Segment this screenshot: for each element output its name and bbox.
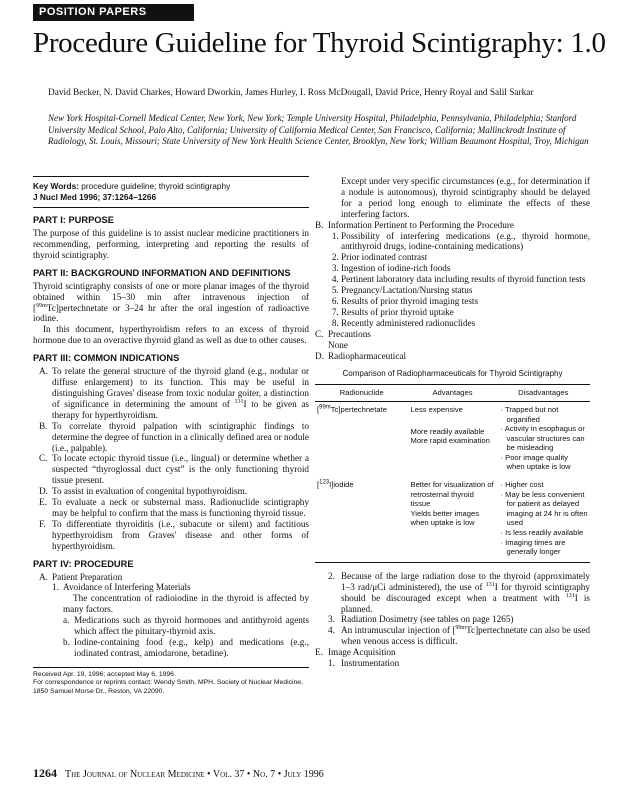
authors: David Becker, N. David Charkes, Howard Dworkin, James Hurley, I. Ross McDougall, David Price, Henry Royal and Salil Sarkar: [48, 88, 534, 98]
part2-heading: PART II: BACKGROUND INFORMATION AND DEFINITIONS: [33, 267, 291, 278]
table-row: [315, 401, 590, 477]
list-item: 4. Pertinent laboratory data including results of thyroid function tests: [341, 274, 590, 285]
table-cell-disadvantages: · Trapped but not organified · Activity in esophagus or vascular structures can be misleading · Poor image quality when uptake is low: [500, 404, 585, 472]
indication-c: C. To locate ectopic thyroid tissue (i.e., lingual) or determine whether a suspected “thyroglossal duct cyst” is the only functioning thyroid tissue present.: [39, 453, 309, 486]
list-item: 6. Results of prior thyroid imaging tests: [341, 296, 590, 307]
radiopharmaceutical-table: [315, 384, 590, 563]
indication-f: F. To differentiate thyroiditis (i.e., subacute or silent) and factitious hyperthyroidism from Graves' disease and other forms of hyperthyroidism.: [39, 518, 309, 551]
indication-e: E. To evaluate a neck or substernal mass. Radionuclide scintigraphy may be helpful to confirm that the mass is functioning thyroid tissue.: [39, 497, 309, 518]
page-number: 1264: [33, 766, 57, 780]
procedure-b: B. Information Pertinent to Performing the Procedure: [315, 219, 514, 230]
table-cell-advantages: Better for visualization of retrosternal thyroid tissue Yields better images when uptake is low: [409, 477, 497, 562]
table-header: Radionuclide: [315, 385, 409, 402]
table-header: Disadvantages: [497, 385, 591, 402]
procedure-a1b: b. Iodine-containing food (e.g., kelp) and medications (e.g., iodinated contrast, amiodarone, betadine).: [63, 637, 309, 658]
part2-paragraph-1: Thyroid scintigraphy consists of one or more planar images of the thyroid obtained within 15–30 min after intravenous injection of [$^{99m}$Tc]pertechnetate or 3–24 hr after the oral ingestion of radioactive iodine.: [33, 280, 309, 324]
procedure-a1-text: The concentration of radioiodine in the thyroid is affected by many factors.: [63, 593, 309, 615]
keywords-block: [33, 177, 309, 207]
correspondence-note: For correspondence or reprints contact: Wendy Smith, MPH, Society of Nuclear Medicine, 1850 Samuel Morse Dr., Reston, VA 22090.: [33, 679, 303, 695]
table-cell-nuclide: [$^{99m}$Tc]pertechnetate: [317, 404, 387, 414]
citation: J Nucl Med 1996; 37:1264–1266: [33, 192, 157, 202]
part1-text: The purpose of this guideline is to assist nuclear medicine practitioners in recommending, performing, interpreting and reporting the results of thyroid scintigraphy.: [33, 228, 309, 260]
left-column: [33, 176, 309, 697]
list-item: 1. Possibility of interfering medications (e.g., thyroid hormone, antithyroid drugs, iodine-containing medications): [341, 231, 590, 253]
procedure-e: E. Image Acquisition: [315, 647, 396, 658]
table-cell-advantages: Less expensive More readily available More rapid examination: [410, 404, 490, 446]
procedure-d4: 4. An intramuscular injection of [$^{99m}$Tc]pertechnetate can also be used when venous access is difficult.: [328, 625, 591, 647]
keywords-label: Key Words:: [33, 181, 79, 191]
table-cell-nuclide: [$^{123}$I]iodide: [315, 477, 409, 562]
section-banner: POSITION PAPERS: [33, 4, 194, 21]
list-item: 8. Recently administered radionuclides: [341, 318, 590, 329]
procedure-d3: 3. Radiation Dosimetry (see tables on page 1265): [328, 614, 514, 625]
continuation-text: Except under very specific circumstances (e.g., for determination if a nodule is autonomous), thyroid scintigraphy should be delayed for a period long enough to eliminate the effects of these interfering factors.: [341, 176, 590, 219]
affiliations: New York Hospital-Cornell Medical Center, New York, New York; Temple University Hospital, Philadelphia, Pennsylvania, Philadelphia; Stanford University Medical School, Palo Alto, California; University of California Medical Center, San Francisco, California; Mallinckrodt Institute of Radiology, St. Louis, Missouri; State University of New York Health Science Center, Brooklyn, New York; William Beaumont Hospital, Troy, Michigan: [48, 113, 589, 147]
procedure-d: D. Radiopharmaceutical: [315, 350, 407, 361]
indication-a: A. To relate the general structure of the thyroid gland (e.g., nodular or diffuse enlargement) to its function. This may be useful in distinguishing Graves' disease from toxic nodular goiter, a distinction of significance in determining the amount of $^{131}$I to be given as therapy for hyperthyroidism.: [39, 366, 309, 420]
table-header: Advantages: [409, 385, 497, 402]
part4-heading: PART IV: PROCEDURE: [33, 558, 134, 569]
table-cell-disadvantages: · Higher cost · May be less convenient for patient as delayed imaging at 24 hr is often used · Is less readily available · Imaging times are generally longer: [497, 477, 591, 562]
table-row: [315, 477, 590, 562]
list-item: 3. Ingestion of iodine-rich foods: [341, 263, 590, 274]
table-title: Comparison of Radiopharmaceuticals for Thyroid Scintigraphy: [342, 369, 563, 379]
indication-d: D. To assist in evaluation of congenital hypothyroidism.: [39, 486, 248, 497]
list-item: 7. Results of prior thyroid uptake: [341, 307, 590, 318]
right-column: [315, 176, 590, 669]
procedure-e1: 1. Instrumentation: [328, 658, 400, 669]
part3-heading: PART III: COMMON INDICATIONS: [33, 353, 180, 364]
keywords-text: procedure guideline; thyroid scintigraphy: [81, 181, 231, 191]
part1-heading: PART I: PURPOSE: [33, 215, 114, 225]
footnotes: [33, 667, 309, 697]
procedure-c: C. Precautions: [315, 328, 371, 339]
article-title: Procedure Guideline for Thyroid Scintigraphy: 1.0: [33, 27, 606, 59]
precautions-text: None: [328, 339, 348, 350]
list-item: 2. Prior iodinated contrast: [341, 252, 590, 263]
pertinent-info-list: [315, 231, 590, 329]
page-footer: [33, 766, 324, 781]
list-item: 5. Pregnancy/Lactation/Nursing status: [341, 285, 590, 296]
indication-b: B. To correlate thyroid palpation with scintigraphic findings to determine the degree of function in a clinically defined area or nodule (i.e., palpable).: [39, 420, 309, 453]
procedure-d2: 2. Because of the large radiation dose to the thyroid (approximately 1–3 rad/μCi administered), the use of $^{131}$I for thyroid scintigraphy should be discouraged except when a treatment with $^{131}$I is planned.: [328, 570, 590, 614]
procedure-a: A. Patient Preparation: [39, 571, 123, 582]
part2-paragraph-2: In this document, hyperthyroidism refers to an excess of thyroid hormone due to an overactive thyroid gland as well as due to other causes.: [33, 324, 309, 346]
received-note: Received Apr. 19, 1996; accepted May 6, 1996.: [33, 670, 176, 678]
procedure-a1a: a. Medications such as thyroid hormones and antithyroid agents which affect the pituitary-thyroid axis.: [63, 615, 309, 637]
procedure-a1: 1. Avoidance of Interfering Materials: [52, 582, 191, 593]
journal-info: The Journal of Nuclear Medicine • Vol. 37 • No. 7 • July 1996: [65, 769, 324, 780]
